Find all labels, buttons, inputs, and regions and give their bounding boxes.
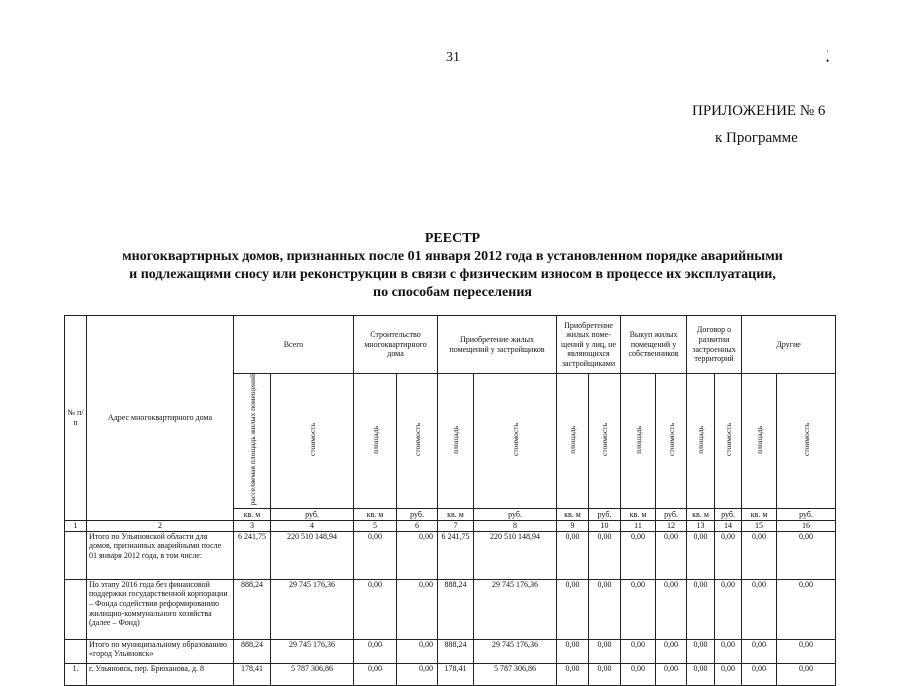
- row-address: Итого по Ульяновской области для домов, признанных аварийными после 01 января 2012 года, в том числе:: [87, 531, 234, 579]
- cell-value: 6 241,75: [234, 531, 271, 579]
- subheader-cost: стоимость: [715, 374, 742, 509]
- cell-value: 0,00: [742, 579, 777, 639]
- document-subtitle-line-2: и подлежащими сносу или реконструкции в связи с физическим износом в процессе их эксплуатации,: [129, 267, 776, 282]
- cell-value: 29 745 176,36: [271, 639, 354, 663]
- row-address: Итого по муниципальному образованию «город Ульяновск»: [87, 639, 234, 663]
- cell-value: 0,00: [354, 531, 397, 579]
- row-num: [65, 531, 87, 579]
- subheader-area: площадь: [621, 374, 656, 509]
- cell-value: 0,00: [656, 639, 687, 663]
- subheader-area: площадь: [687, 374, 715, 509]
- unit-sqm: кв. м: [354, 508, 397, 520]
- cell-value: 220 510 148,94: [474, 531, 557, 579]
- cell-value: 0,00: [589, 663, 621, 685]
- unit-sqm: кв. м: [621, 508, 656, 520]
- unit-sqm: кв. м: [557, 508, 589, 520]
- cell-value: 0,00: [354, 639, 397, 663]
- document-subtitle-line-3: по способам переселения: [373, 285, 532, 300]
- column-number: 11: [621, 520, 656, 531]
- cell-value: 6 241,75: [438, 531, 474, 579]
- row-num: [65, 639, 87, 663]
- cell-value: 888,24: [234, 579, 271, 639]
- cell-value: 0,00: [777, 579, 836, 639]
- subheader-cost: стоимость: [271, 374, 354, 509]
- column-number: 1: [65, 520, 87, 531]
- header-development-contract: Договор о развитии застроенных территорий: [687, 316, 742, 374]
- unit-rub: руб.: [777, 508, 836, 520]
- appendix-label: ПРИЛОЖЕНИЕ № 6: [692, 103, 826, 119]
- row-num: [65, 579, 87, 639]
- subheader-cost: стоимость: [589, 374, 621, 509]
- cell-value: 888,24: [234, 639, 271, 663]
- column-number: 6: [397, 520, 438, 531]
- subheader-area: площадь: [354, 374, 397, 509]
- column-number: 9: [557, 520, 589, 531]
- cell-value: 0,00: [687, 579, 715, 639]
- subheader-cost: стоимость: [656, 374, 687, 509]
- cell-value: 29 745 176,36: [474, 579, 557, 639]
- cell-value: 0,00: [621, 531, 656, 579]
- row-address: г. Ульяновск, пер. Брюханова, д. 8: [87, 663, 234, 685]
- header-num: № п/п: [65, 316, 87, 521]
- header-other: Другие: [742, 316, 836, 374]
- cell-value: 0,00: [656, 663, 687, 685]
- unit-rub: руб.: [271, 508, 354, 520]
- cell-value: 5 787 306,86: [474, 663, 557, 685]
- cell-value: 888,24: [438, 639, 474, 663]
- cell-value: 0,00: [777, 663, 836, 685]
- cell-value: 0,00: [397, 531, 438, 579]
- unit-rub: руб.: [474, 508, 557, 520]
- cell-value: 888,24: [438, 579, 474, 639]
- registry-table: [64, 315, 836, 686]
- table-row: [65, 639, 836, 663]
- unit-rub: руб.: [715, 508, 742, 520]
- cell-value: 0,00: [397, 663, 438, 685]
- subheader-cost: стоимость: [777, 374, 836, 509]
- cell-value: 178,41: [234, 663, 271, 685]
- cell-value: 0,00: [742, 531, 777, 579]
- document-title: РЕЕСТР: [424, 231, 481, 246]
- column-number: 2: [87, 520, 234, 531]
- header-purchase-developers: Приобретение жилых помещений у застройщиков: [438, 316, 557, 374]
- cell-value: 0,00: [687, 663, 715, 685]
- column-number: 5: [354, 520, 397, 531]
- header-construction: Строительство многоквартирного дома: [354, 316, 438, 374]
- table-row: [65, 579, 836, 639]
- unit-rub: руб.: [656, 508, 687, 520]
- column-number: 13: [687, 520, 715, 531]
- header-address: Адрес многоквартирного дома: [87, 316, 234, 521]
- subheader-resettled-area: расселяемая площадь жилых помещений: [234, 374, 271, 509]
- row-num: 1.: [65, 663, 87, 685]
- subheader-area: площадь: [557, 374, 589, 509]
- cell-value: 178,41: [438, 663, 474, 685]
- document-subtitle-line-1: многоквартирных домов, признанных после 01 января 2012 года в установленном порядке аварийными: [122, 249, 783, 264]
- column-number: 7: [438, 520, 474, 531]
- header-purchase-non-developers: Приобретение жилых поме-щений у лиц, не являющихся застройщиками: [557, 316, 621, 374]
- column-number: 10: [589, 520, 621, 531]
- cell-value: 0,00: [715, 531, 742, 579]
- column-number: 15: [742, 520, 777, 531]
- cell-value: 0,00: [715, 639, 742, 663]
- subheader-area: площадь: [742, 374, 777, 509]
- cell-value: 0,00: [557, 663, 589, 685]
- unit-sqm: кв. м: [234, 508, 271, 520]
- unit-sqm: кв. м: [438, 508, 474, 520]
- cell-value: 0,00: [715, 663, 742, 685]
- cell-value: 0,00: [557, 579, 589, 639]
- cell-value: 5 787 306,86: [271, 663, 354, 685]
- cell-value: 0,00: [742, 639, 777, 663]
- cell-value: 0,00: [589, 639, 621, 663]
- cell-value: 29 745 176,36: [271, 579, 354, 639]
- column-number: 14: [715, 520, 742, 531]
- cell-value: 29 745 176,36: [474, 639, 557, 663]
- unit-sqm: кв. м: [687, 508, 715, 520]
- column-number: 4: [271, 520, 354, 531]
- column-number: 12: [656, 520, 687, 531]
- cell-value: 0,00: [589, 579, 621, 639]
- unit-rub: руб.: [589, 508, 621, 520]
- cell-value: 0,00: [354, 663, 397, 685]
- cell-value: 0,00: [687, 639, 715, 663]
- program-label: к Программе: [715, 130, 798, 146]
- cell-value: 0,00: [777, 639, 836, 663]
- cell-value: 0,00: [621, 639, 656, 663]
- subheader-cost: стоимость: [474, 374, 557, 509]
- header-buyout: Выкуп жилых помещений у собственников: [621, 316, 687, 374]
- page-number: 31: [446, 50, 460, 65]
- unit-sqm: кв. м: [742, 508, 777, 520]
- cell-value: 0,00: [589, 531, 621, 579]
- unit-rub: руб.: [397, 508, 438, 520]
- cell-value: 0,00: [557, 639, 589, 663]
- cell-value: 0,00: [397, 639, 438, 663]
- cell-value: 0,00: [742, 663, 777, 685]
- cell-value: 220 510 148,94: [271, 531, 354, 579]
- row-address: По этапу 2016 года без финансовой поддержки государственной корпорации – Фонда содействия реформированию жилищно-коммунального хозяйства (далее – Фонд): [87, 579, 234, 639]
- subheader-area: площадь: [438, 374, 474, 509]
- cell-value: 0,00: [777, 531, 836, 579]
- cell-value: 0,00: [715, 579, 742, 639]
- cell-value: 0,00: [354, 579, 397, 639]
- column-number: 8: [474, 520, 557, 531]
- cell-value: 0,00: [621, 663, 656, 685]
- corner-marks: · •: [826, 46, 864, 66]
- table-row: [65, 531, 836, 579]
- table-row: [65, 663, 836, 685]
- column-number: 16: [777, 520, 836, 531]
- cell-value: 0,00: [621, 579, 656, 639]
- cell-value: 0,00: [397, 579, 438, 639]
- cell-value: 0,00: [656, 579, 687, 639]
- cell-value: 0,00: [656, 531, 687, 579]
- cell-value: 0,00: [687, 531, 715, 579]
- subheader-cost: стоимость: [397, 374, 438, 509]
- header-total: Всего: [234, 316, 354, 374]
- column-number: 3: [234, 520, 271, 531]
- cell-value: 0,00: [557, 531, 589, 579]
